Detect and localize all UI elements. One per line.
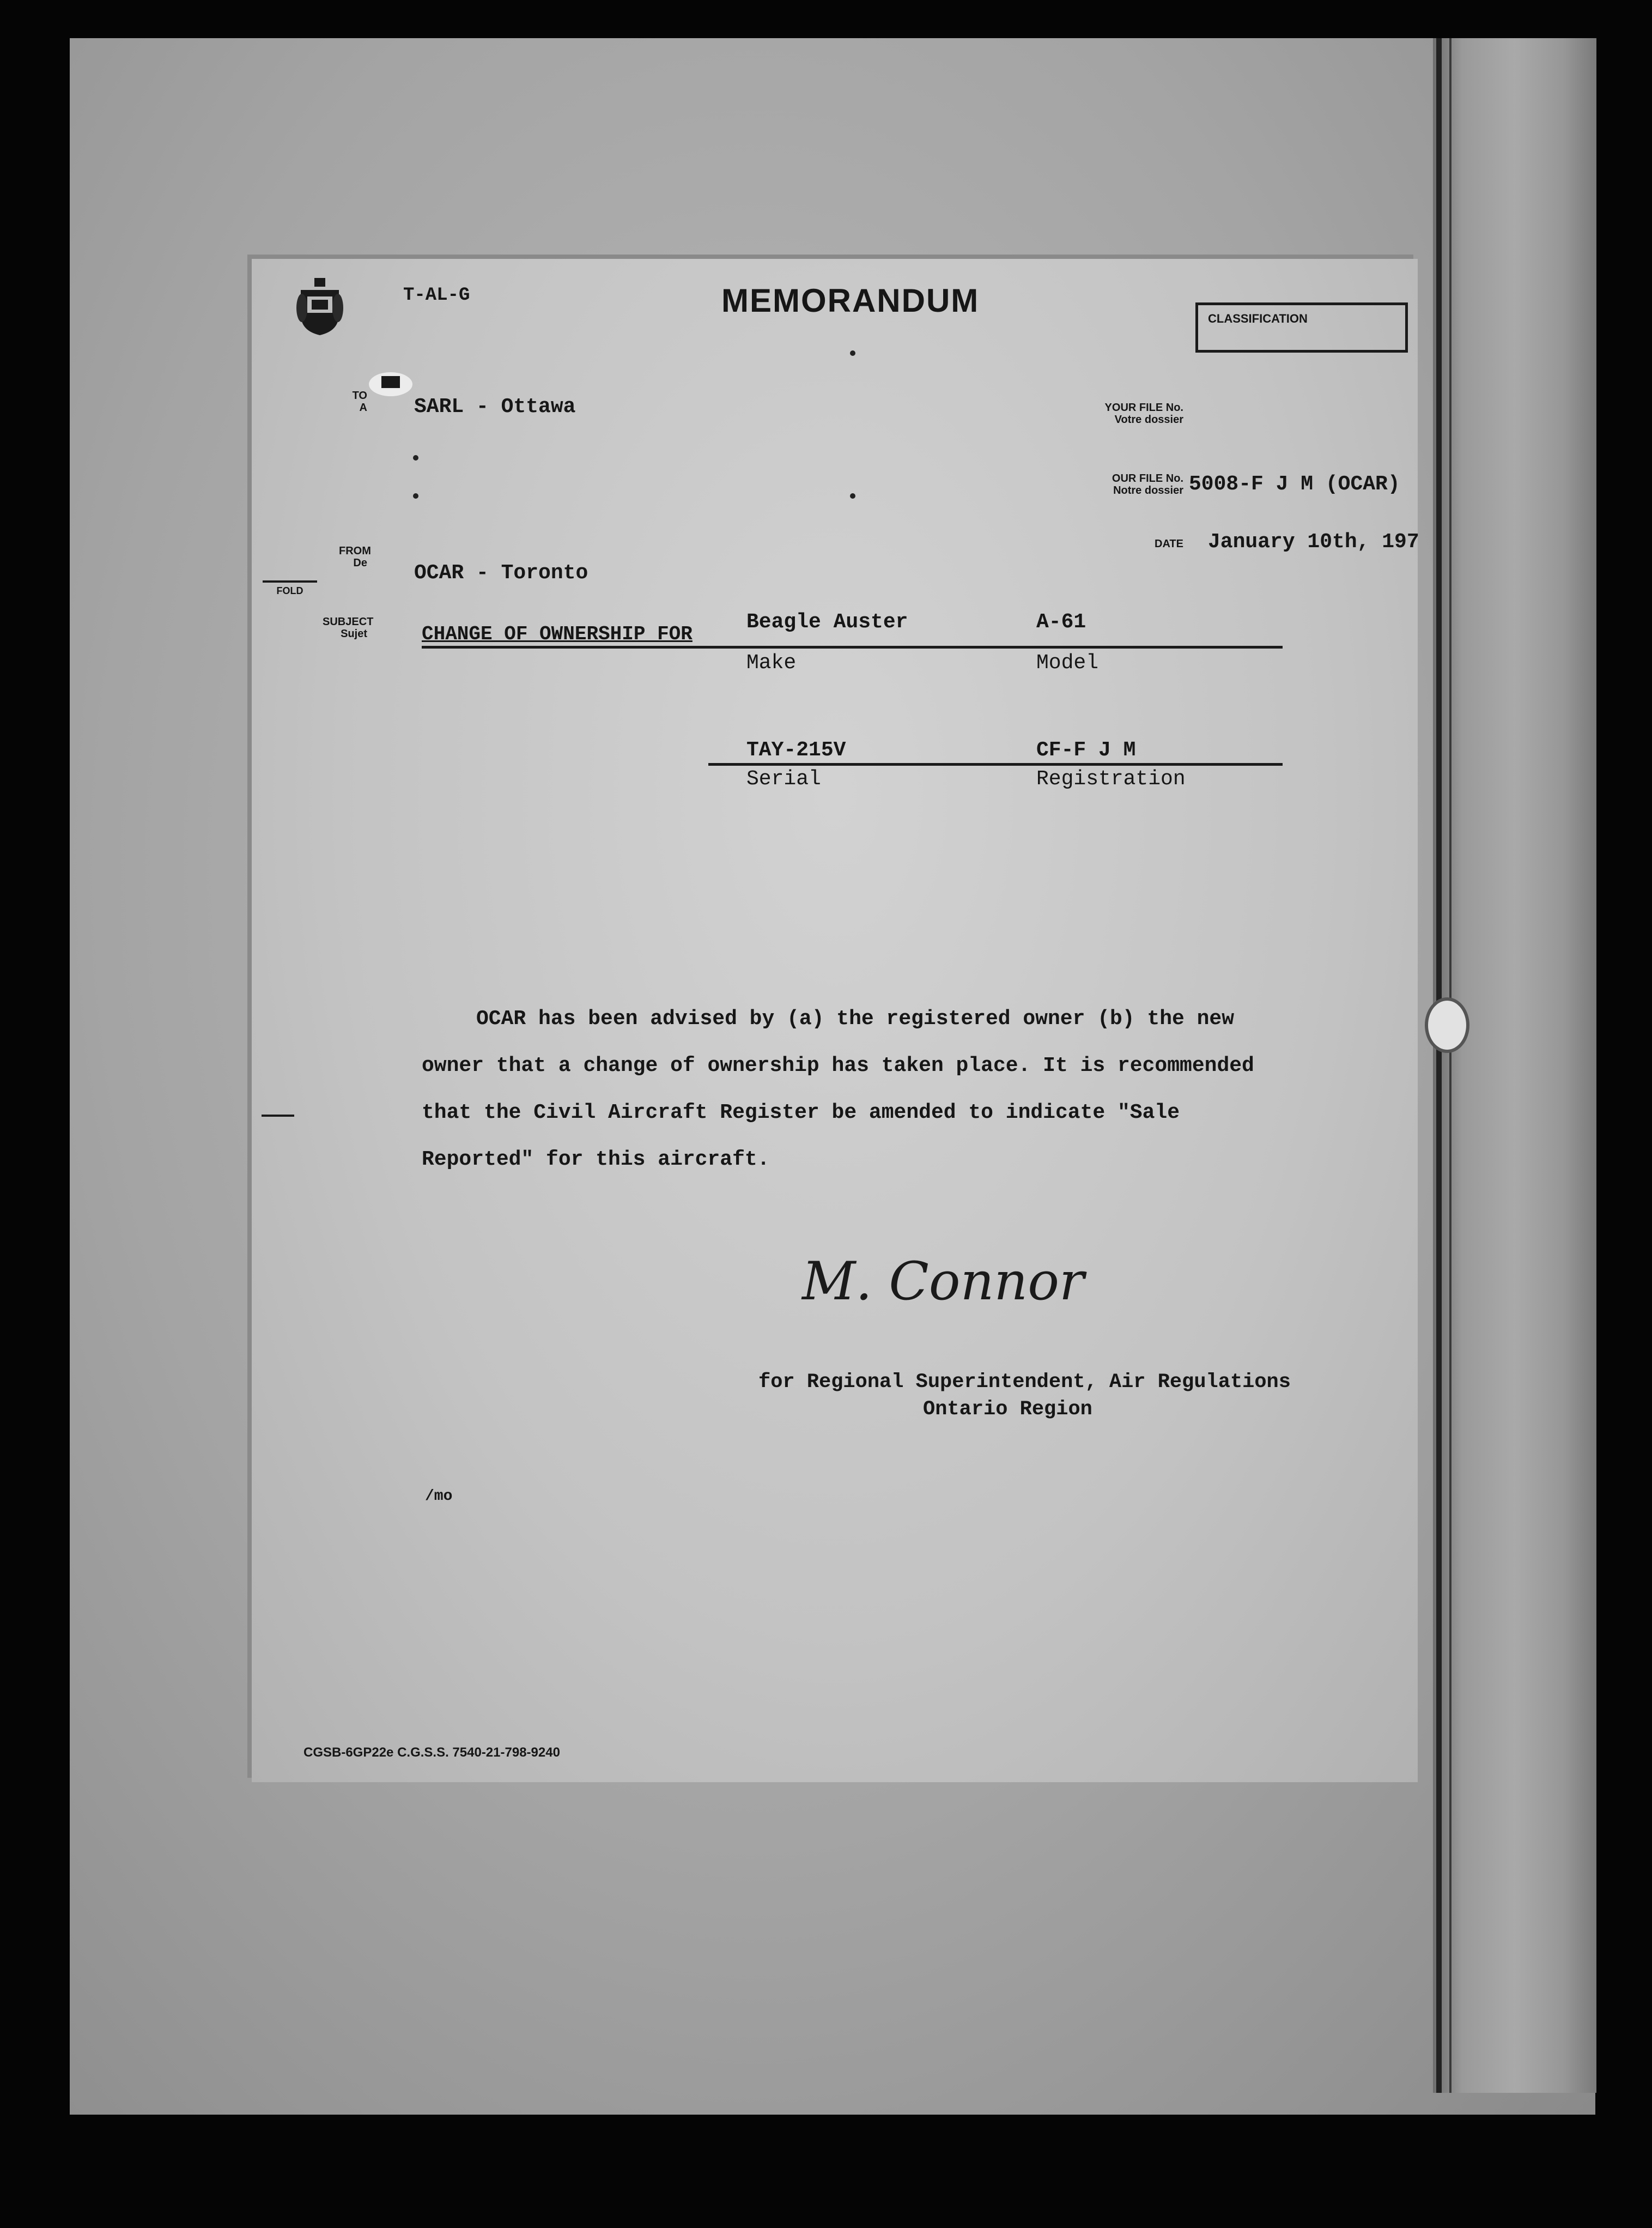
folder-edge-strip: [1433, 38, 1596, 2093]
to-value: SARL - Ottawa: [414, 395, 576, 419]
fold-label: FOLD: [276, 585, 303, 596]
make-value: Beagle Auster: [746, 610, 908, 634]
folder-edge-line: [1436, 38, 1442, 2093]
subject-rule: [422, 646, 1283, 649]
coat-of-arms-icon: [295, 278, 344, 338]
punch-dot: [413, 455, 418, 461]
subject-label: SUBJECT Sujet: [323, 616, 374, 640]
serial-label: Serial: [746, 767, 821, 791]
redaction-mark-icon: [366, 365, 415, 403]
date-value: January 10th, 197: [1208, 530, 1419, 554]
to-label: TO A: [352, 390, 367, 414]
margin-mark: [262, 1115, 294, 1117]
file-code: T-AL-G: [403, 285, 470, 306]
model-label: Model: [1036, 651, 1099, 675]
fold-line: [263, 580, 317, 583]
classification-label: CLASSIFICATION: [1208, 312, 1308, 325]
folder-edge-line-thin: [1449, 38, 1451, 2093]
model-value: A-61: [1036, 610, 1086, 634]
form-code: CGSB-6GP22e C.G.S.S. 7540-21-798-9240: [303, 1745, 560, 1760]
serial-value: TAY-215V: [746, 738, 846, 762]
signatory-line-1: for Regional Superintendent, Air Regulations: [758, 1371, 1291, 1394]
memorandum-page: [252, 259, 1418, 1782]
typist-initials: /mo: [425, 1488, 453, 1505]
punch-dot: [850, 493, 855, 499]
from-label: FROM De: [339, 545, 371, 569]
classification-box: [1195, 302, 1408, 353]
subject-value: CHANGE OF OWNERSHIP FOR: [422, 623, 693, 645]
signatory-line-2: Ontario Region: [923, 1398, 1092, 1421]
registration-label: Registration: [1036, 767, 1186, 791]
punch-dot: [413, 493, 418, 499]
registration-value: CF-F J M: [1036, 738, 1136, 762]
date-label: DATE: [1155, 538, 1183, 550]
your-file-label: YOUR FILE No. Votre dossier: [1104, 402, 1183, 426]
folder-stain: [1425, 997, 1469, 1053]
make-label: Make: [746, 651, 797, 675]
punch-dot: [850, 350, 855, 356]
our-file-value: 5008-F J M (OCAR): [1189, 473, 1400, 496]
signature: M. Connor: [802, 1251, 1084, 1312]
serial-rule: [708, 763, 1283, 766]
page-title: MEMORANDUM: [721, 282, 980, 319]
from-value: OCAR - Toronto: [414, 561, 588, 585]
body-paragraph: OCAR has been advised by (a) the registered owner (b) the new owner that a change of ownership has taken place. It is recommended that the Civil Aircraft Register be amended to indicate "Sale Reported" for this aircraft.: [422, 1007, 1254, 1171]
our-file-label: OUR FILE No. Notre dossier: [1112, 473, 1183, 497]
